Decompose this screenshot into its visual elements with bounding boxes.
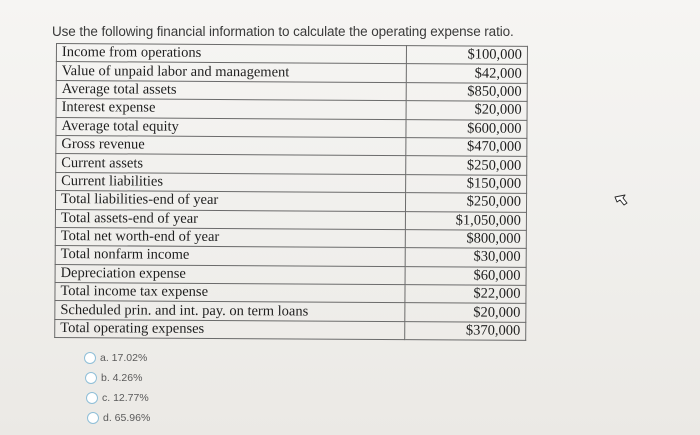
row-value: $30,000	[405, 248, 526, 267]
table-row	[55, 264, 526, 285]
option-b[interactable]	[85, 368, 150, 388]
option-d-label: d. 65.96%	[103, 412, 151, 424]
row-value: $100,000	[407, 46, 528, 65]
row-value: $20,000	[405, 303, 526, 322]
table-row	[56, 154, 527, 175]
row-value: $800,000	[406, 230, 527, 249]
mouse-pointer-icon	[614, 194, 628, 208]
table-row	[56, 172, 527, 193]
table-row	[56, 117, 527, 138]
row-value: $20,000	[406, 101, 527, 120]
row-value: $22,000	[405, 285, 526, 304]
table-row	[55, 227, 526, 248]
row-value: $850,000	[406, 82, 527, 101]
radio-button-b[interactable]	[85, 372, 97, 384]
table-row	[55, 191, 526, 212]
radio-button-d[interactable]	[87, 412, 99, 424]
row-value: $250,000	[406, 193, 527, 212]
table-row	[56, 44, 527, 65]
row-label: Total income tax expense	[55, 283, 405, 304]
table-row	[56, 62, 527, 83]
row-label: Value of unpaid labor and management	[56, 62, 406, 83]
financial-info-table	[54, 43, 528, 341]
row-label: Average total equity	[56, 117, 406, 138]
table-row	[55, 246, 526, 267]
row-value: $600,000	[406, 119, 527, 138]
table-row	[56, 99, 527, 120]
answer-options	[84, 348, 150, 428]
row-value: $1,050,000	[406, 211, 527, 230]
row-value: $42,000	[407, 64, 528, 83]
row-value: $60,000	[405, 266, 526, 285]
option-c[interactable]	[86, 388, 150, 408]
option-a-label: a. 17.02%	[100, 352, 148, 364]
row-label: Total net worth-end of year	[55, 227, 405, 248]
question-text: Use the following financial information to calculate the operating expense ratio.	[52, 24, 514, 39]
row-label: Current assets	[56, 154, 406, 175]
option-b-label: b. 4.26%	[101, 372, 143, 384]
radio-button-a[interactable]	[84, 352, 96, 364]
table-row	[55, 319, 526, 340]
table-row	[56, 80, 527, 101]
row-value: $470,000	[406, 138, 527, 157]
table-row	[55, 283, 526, 304]
row-value: $370,000	[405, 321, 526, 340]
row-label: Current liabilities	[56, 172, 406, 193]
row-label: Total operating expenses	[55, 319, 405, 340]
table-row	[55, 301, 526, 322]
option-a[interactable]	[84, 348, 150, 368]
row-value: $250,000	[406, 156, 527, 175]
row-label: Gross revenue	[56, 135, 406, 156]
row-label: Total assets-end of year	[55, 209, 405, 230]
row-label: Average total assets	[56, 80, 406, 101]
row-label: Total liabilities-end of year	[55, 191, 405, 212]
option-c-label: c. 12.77%	[102, 392, 149, 404]
row-label: Depreciation expense	[55, 264, 405, 285]
table-row	[55, 209, 526, 230]
row-label: Total nonfarm income	[55, 246, 405, 267]
option-d[interactable]	[87, 408, 150, 428]
row-label: Interest expense	[56, 99, 406, 120]
table-row	[56, 135, 527, 156]
row-value: $150,000	[406, 174, 527, 193]
financial-info-table-wrapper	[54, 43, 528, 341]
row-label: Scheduled prin. and int. pay. on term loans	[55, 301, 405, 322]
radio-button-c[interactable]	[86, 392, 98, 404]
row-label: Income from operations	[56, 44, 406, 65]
